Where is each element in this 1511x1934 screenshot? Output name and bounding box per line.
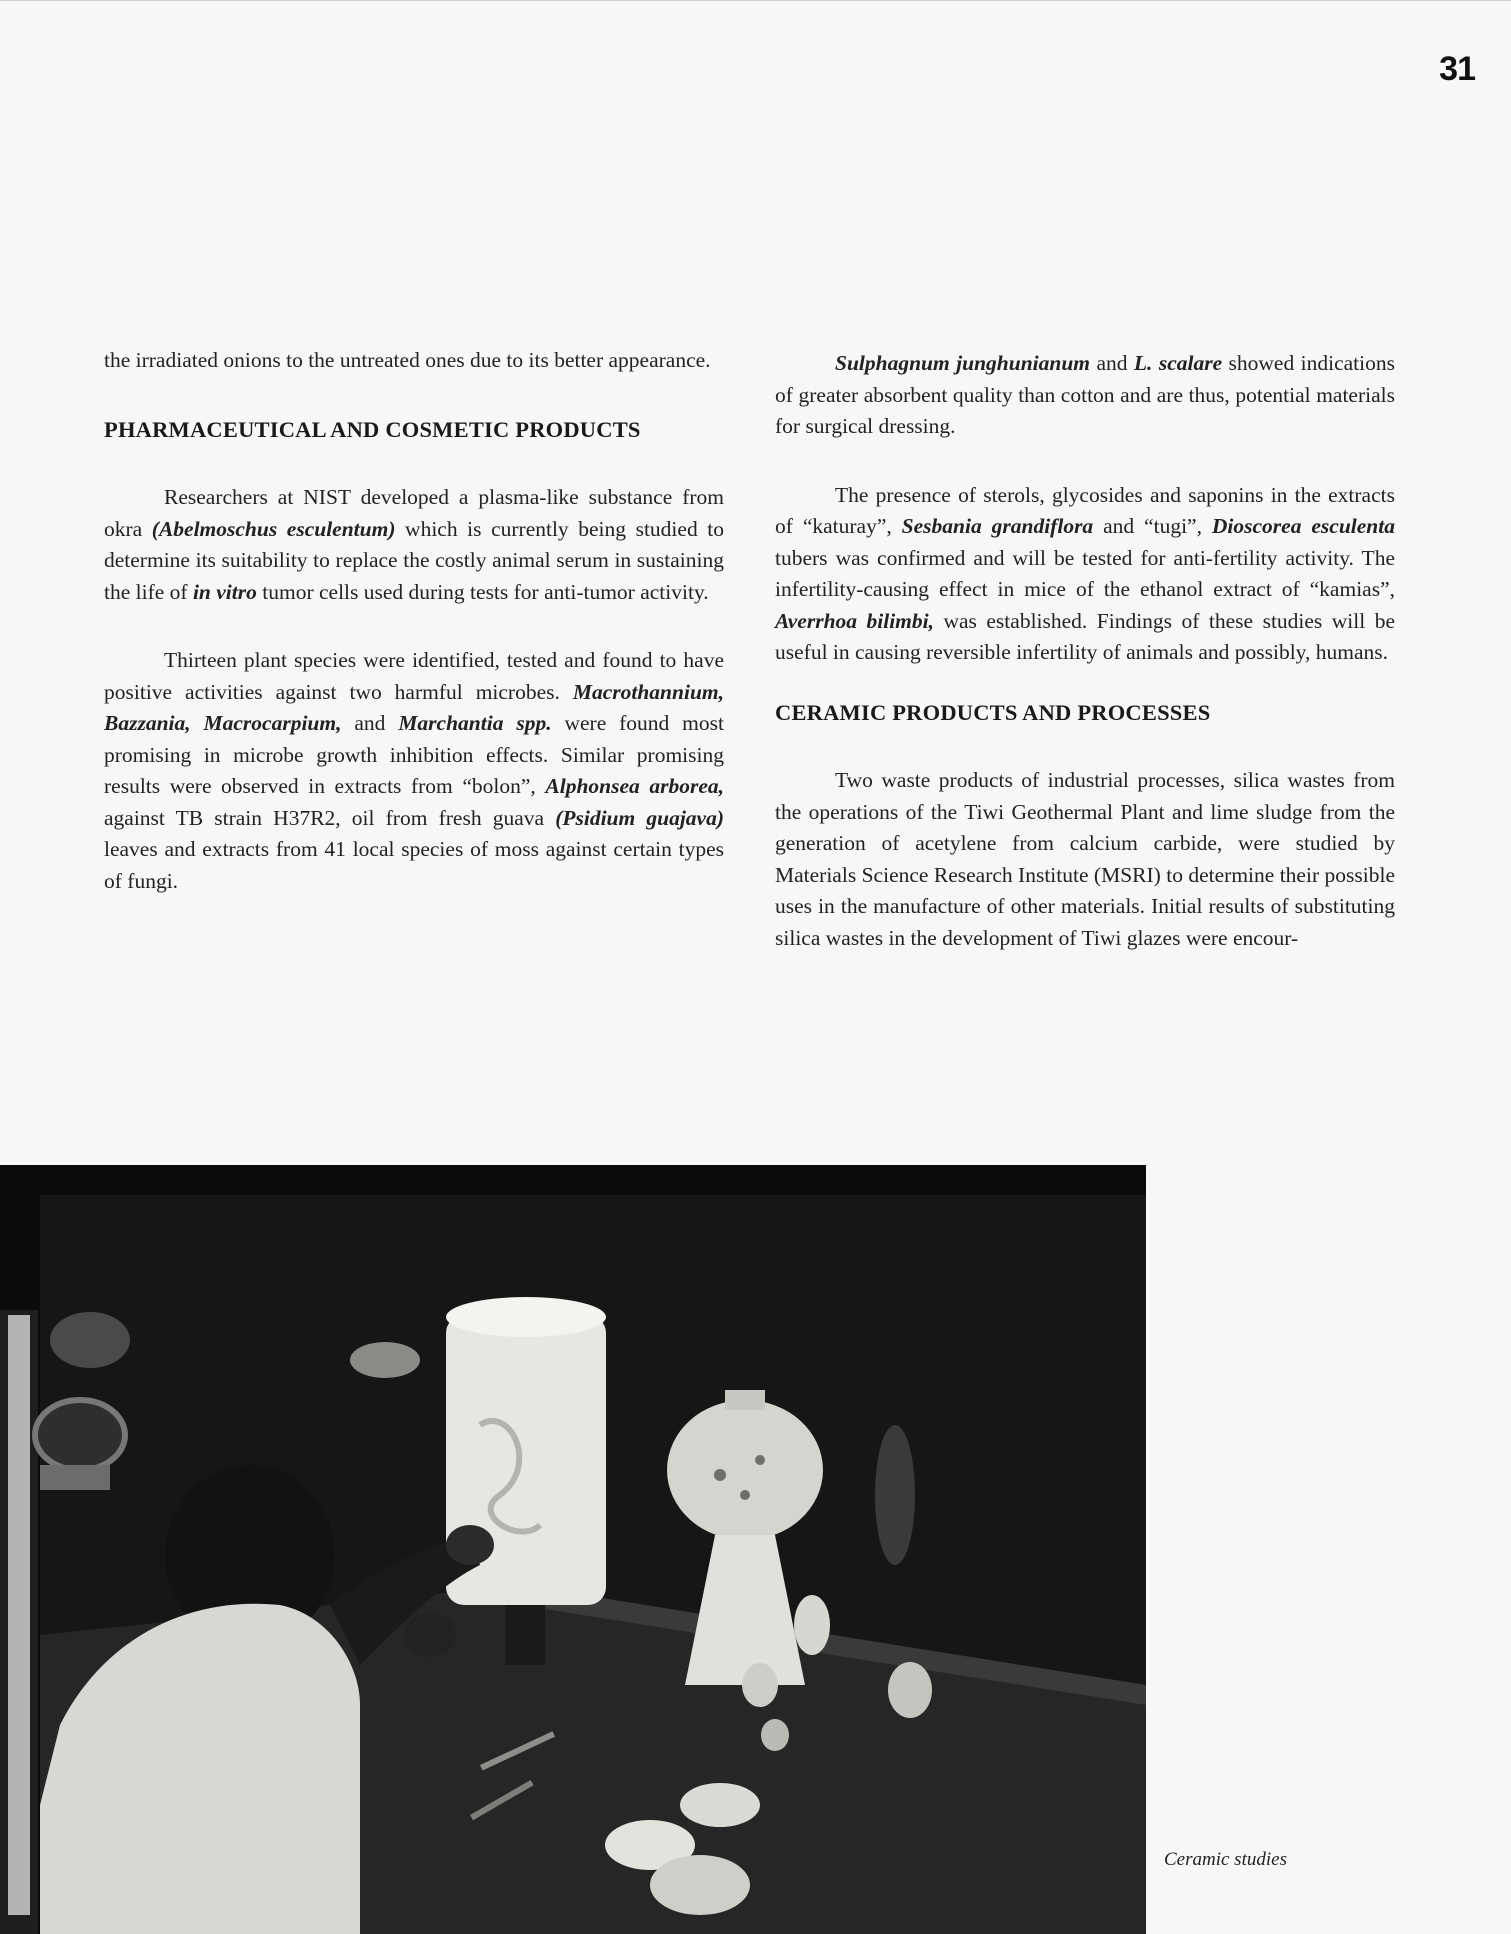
microbes-paragraph: Thirteen plant species were identified, tested and found to have positive activities against two harmful microbes. Macrothannium, Bazzania, Macrocarpium, and Marchantia spp. were found most promising in microbe growth inhibition effects. Similar promising results were observed in extracts from “bolon”, Alphonsea arborea, against TB strain H37R2, oil from fresh guava (Psidium guajava) leaves and extracts from 41 local species of moss against certain types of fungi. — [104, 648, 725, 893]
species-name: Macrothannium, Bazzania, Macrocarpium, — [104, 679, 724, 735]
photo-illustration — [0, 1165, 1146, 1934]
sterols-paragraph: The presence of sterols, glycosides and saponins in the extracts of “katuray”, Sesbania grandiflora and “tugi”, Dioscorea esculenta tubers was confirmed and will be tested for anti-fertility activity. The infertility-causing effect in mice of the ethanol extract of “kamias”, Averrhoa bilimbi, was established. Findings of these studies will be useful in causing reversible infertility of animals and possibly, humans. — [775, 482, 1395, 664]
species-name: (Psidium guajava) — [555, 805, 725, 830]
species-name: Sulphagnum junghunianum — [835, 351, 1091, 375]
intro-paragraph: the irradiated onions to the untreated ones due to its better appearance. — [104, 348, 711, 372]
moss-paragraph: Sulphagnum junghunianum and L. scalare showed indications of greater absorbent quality than cotton and are thus, potential materials for surgical dressing. — [775, 351, 1395, 438]
ceramic-studies-photo — [0, 1165, 1146, 1934]
species-name: Dioscorea esculenta — [1211, 514, 1395, 538]
photo-caption: Ceramic studies — [1164, 1849, 1287, 1870]
species-name: Averrhoa bilimbi, — [775, 608, 934, 633]
species-name: in vitro — [192, 579, 257, 604]
heading-ceramic: CERAMIC PRODUCTS AND PROCESSES — [775, 699, 1211, 725]
species-name: Sesbania grandiflora — [901, 514, 1094, 538]
page-number: 31 — [1439, 50, 1475, 88]
species-name: L. scalare — [1133, 351, 1223, 375]
species-name: (Abelmoschus esculentum) — [151, 516, 396, 541]
okra-paragraph: Researchers at NIST developed a plasma-like substance from okra (Abelmoschus esculentum) which is currently being studied to determine its suitability to replace the costly animal serum in sustaining the life of in vitro tumor cells used during tests for anti-tumor activity. — [104, 485, 724, 604]
left-column — [104, 345, 724, 897]
right-column — [775, 348, 1395, 954]
ceramic-paragraph: Two waste products of industrial processes, silica wastes from the operations of the Tiwi Geothermal Plant and lime sludge from the generation of acetylene from calcium carbide, were studied by Materials Science Research Institute (MSRI) to determine their possible uses in the manufacture of other materials. Initial results of substituting silica wastes in the development of Tiwi glazes were encour- — [775, 768, 1395, 950]
heading-pharmaceutical: PHARMACEUTICAL AND COSMETIC PRODUCTS — [104, 416, 641, 442]
page-edge — [0, 0, 1511, 1]
species-name: Marchantia spp. — [398, 711, 552, 735]
species-name: Alphonsea arborea, — [545, 774, 724, 798]
